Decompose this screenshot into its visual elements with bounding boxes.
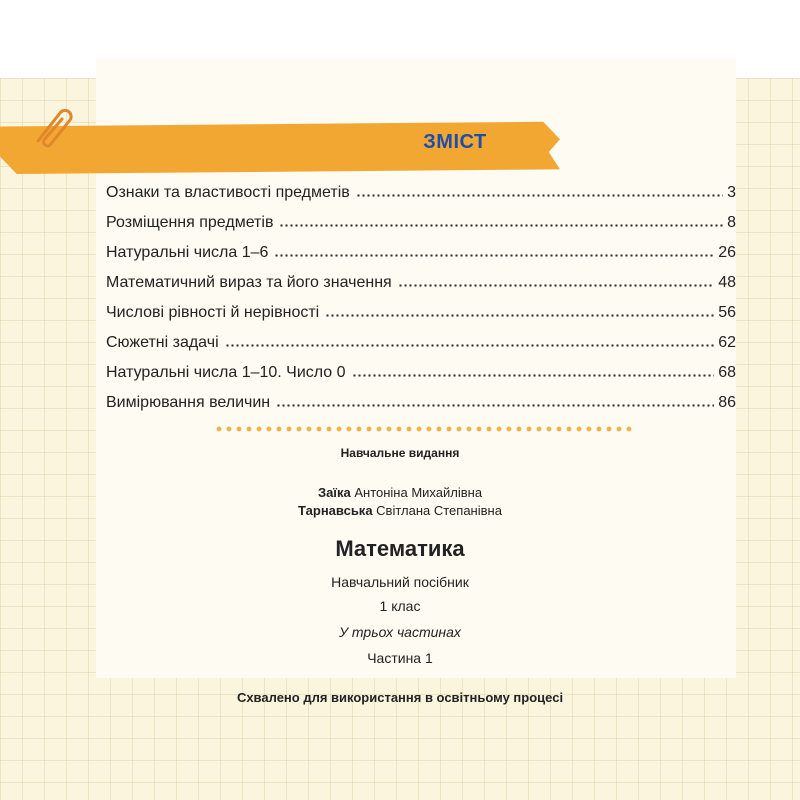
- author-line: [0, 503, 800, 518]
- part-label: Частина 1: [367, 650, 433, 666]
- toc-title: Математичний вираз та його значення: [106, 274, 392, 291]
- table-of-contents: [106, 172, 736, 412]
- toc-row[interactable]: [106, 202, 736, 232]
- parts-label: У трьох частинах: [339, 624, 461, 640]
- toc-title: Натуральні числа 1–6: [106, 244, 269, 261]
- toc-leader: [279, 224, 723, 227]
- author-surname: Заїка: [317, 485, 351, 500]
- banner-title: ЗМІСТ: [423, 131, 487, 153]
- edition-type: Навчальне видання: [340, 446, 460, 460]
- toc-leader: [276, 404, 714, 407]
- author-surname: Тарнавська: [298, 503, 373, 518]
- book-subtitle: Навчальний посібник: [331, 574, 469, 590]
- toc-title: Натуральні числа 1–10. Число 0: [106, 364, 346, 381]
- toc-title: Числові рівності й нерівності: [106, 304, 320, 321]
- toc-page: 62: [718, 334, 736, 351]
- toc-leader: [356, 194, 723, 197]
- toc-leader: [325, 314, 714, 317]
- author-given-names: Антоніна Михайлівна: [354, 485, 483, 500]
- toc-title: Вимірювання величин: [106, 394, 271, 411]
- toc-row[interactable]: [106, 262, 736, 292]
- toc-row[interactable]: [106, 382, 736, 412]
- toc-row[interactable]: [106, 172, 736, 202]
- author-given-names: Світлана Степанівна: [376, 503, 502, 518]
- author-line: [0, 485, 800, 500]
- toc-page: 48: [718, 274, 736, 291]
- toc-leader: [352, 374, 715, 377]
- toc-leader: [398, 284, 715, 287]
- toc-page: 3: [727, 184, 736, 201]
- approval-note: Схвалено для використання в освітньому процесі: [236, 690, 564, 705]
- toc-leader: [274, 254, 714, 257]
- toc-title: Розміщення предметів: [106, 214, 274, 231]
- paperclip-icon: [30, 103, 76, 149]
- toc-title: Сюжетні задачі: [106, 334, 219, 351]
- toc-page: 86: [718, 394, 736, 411]
- toc-row[interactable]: [106, 322, 736, 352]
- toc-row[interactable]: [106, 352, 736, 382]
- toc-row[interactable]: [106, 232, 736, 262]
- toc-page: 56: [718, 304, 736, 321]
- toc-page: 26: [718, 244, 736, 261]
- toc-row[interactable]: [106, 292, 736, 322]
- toc-leader: [225, 344, 715, 347]
- book-title: Математика: [335, 536, 465, 561]
- toc-page: 8: [727, 214, 736, 231]
- toc-title: Ознаки та властивості предметів: [106, 184, 350, 201]
- toc-page: 68: [718, 364, 736, 381]
- grade-label: 1 клас: [379, 598, 421, 614]
- dotted-divider: [214, 426, 634, 432]
